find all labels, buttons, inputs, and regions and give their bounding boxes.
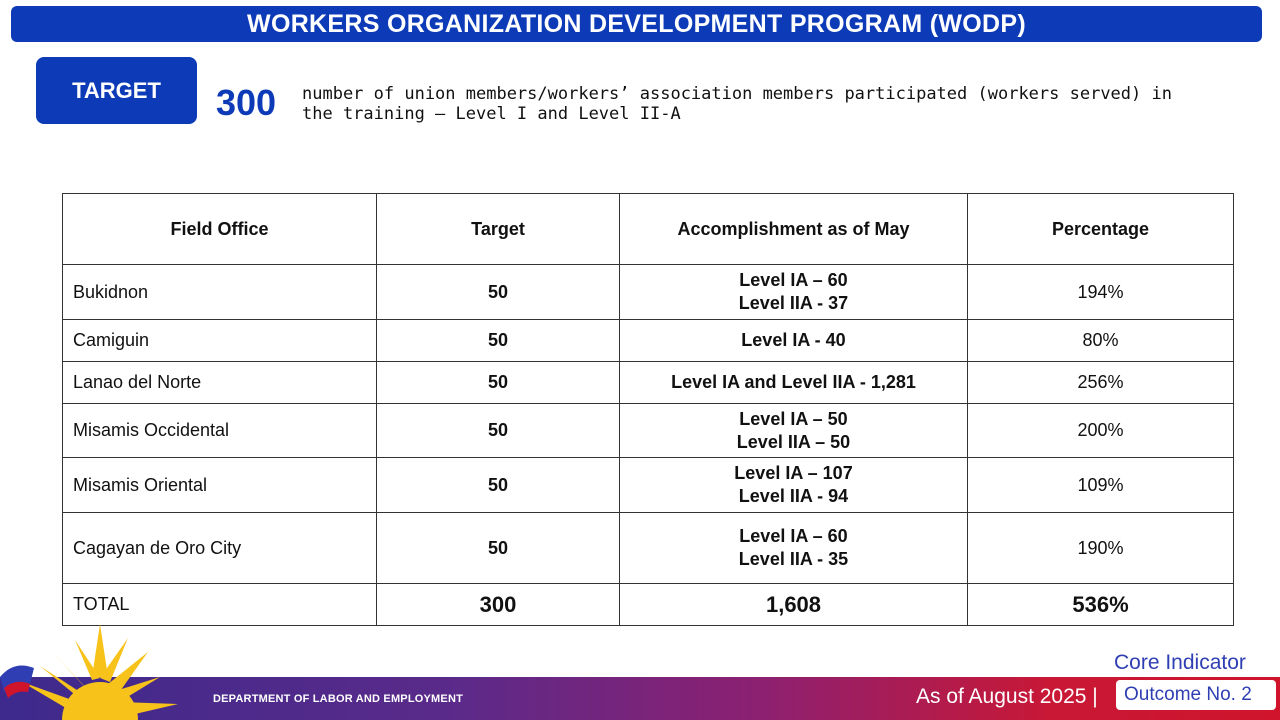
- cell-office: Misamis Oriental: [63, 458, 377, 513]
- cell-percentage: 194%: [968, 265, 1234, 320]
- table-row: [63, 513, 1234, 584]
- cell-target: 50: [377, 265, 620, 320]
- cell-accomplishment: [620, 513, 968, 584]
- sun-rays-icon: [0, 622, 180, 720]
- accomplishment-line: Level IA – 60: [739, 526, 848, 546]
- cell-target: 50: [377, 362, 620, 404]
- cell-target: 50: [377, 404, 620, 458]
- cell-office: Camiguin: [63, 320, 377, 362]
- cell-percentage: 190%: [968, 513, 1234, 584]
- accomplishment-line: Level IA – 60: [739, 270, 848, 290]
- total-accomplishment: 1,608: [620, 584, 968, 626]
- target-number: 300: [216, 82, 277, 123]
- accomplishment-line: Level IA - 40: [741, 330, 846, 350]
- table-row: [63, 320, 1234, 362]
- header-target: Target: [377, 194, 620, 265]
- cell-accomplishment: [620, 404, 968, 458]
- table-row: [63, 458, 1234, 513]
- cell-office: Cagayan de Oro City: [63, 513, 377, 584]
- cell-office: Bukidnon: [63, 265, 377, 320]
- accomplishment-line: Level IIA – 50: [736, 431, 851, 452]
- header-field-office: Field Office: [63, 194, 377, 265]
- cell-accomplishment: [620, 320, 968, 362]
- outcome-label: Outcome No. 2: [1124, 684, 1252, 705]
- cell-target: 50: [377, 458, 620, 513]
- cell-office: Misamis Occidental: [63, 404, 377, 458]
- field-office-table: [62, 193, 1234, 626]
- cell-percentage: 256%: [968, 362, 1234, 404]
- cell-office: Lanao del Norte: [63, 362, 377, 404]
- table-row: [63, 404, 1234, 458]
- cell-target: 50: [377, 513, 620, 584]
- cell-percentage: 109%: [968, 458, 1234, 513]
- total-label: TOTAL: [63, 584, 377, 626]
- core-indicator-label: Core Indicator: [1114, 651, 1246, 674]
- header-percentage: Percentage: [968, 194, 1234, 265]
- cell-percentage: 200%: [968, 404, 1234, 458]
- total-row: [63, 584, 1234, 626]
- accomplishment-line: Level IIA - 94: [738, 486, 849, 506]
- as-of-date: As of August 2025 |: [916, 685, 1098, 708]
- target-badge: TARGET: [36, 57, 197, 124]
- accomplishment-line: Level IIA - 35: [738, 549, 849, 569]
- total-percentage: 536%: [968, 584, 1234, 626]
- total-target: 300: [377, 584, 620, 626]
- table-header-row: [63, 194, 1234, 265]
- cell-accomplishment: [620, 362, 968, 404]
- page-title: WORKERS ORGANIZATION DEVELOPMENT PROGRAM (WODP): [11, 6, 1262, 42]
- table-row: [63, 265, 1234, 320]
- department-label: DEPARTMENT OF LABOR AND EMPLOYMENT: [213, 693, 464, 705]
- cell-percentage: 80%: [968, 320, 1234, 362]
- header-accomplishment: Accomplishment as of May: [620, 194, 968, 265]
- accomplishment-line: Level IIA - 37: [738, 293, 849, 313]
- table-row: [63, 362, 1234, 404]
- cell-accomplishment: [620, 458, 968, 513]
- cell-target: 50: [377, 320, 620, 362]
- target-description: number of union members/workers’ association members participated (workers served) in the training – Level I and Level II-A: [302, 84, 1172, 124]
- accomplishment-line: Level IA – 107: [734, 463, 853, 483]
- cell-accomplishment: [620, 265, 968, 320]
- accomplishment-line: Level IA – 50: [739, 408, 848, 429]
- accomplishment-line: Level IA and Level IIA - 1,281: [671, 372, 916, 392]
